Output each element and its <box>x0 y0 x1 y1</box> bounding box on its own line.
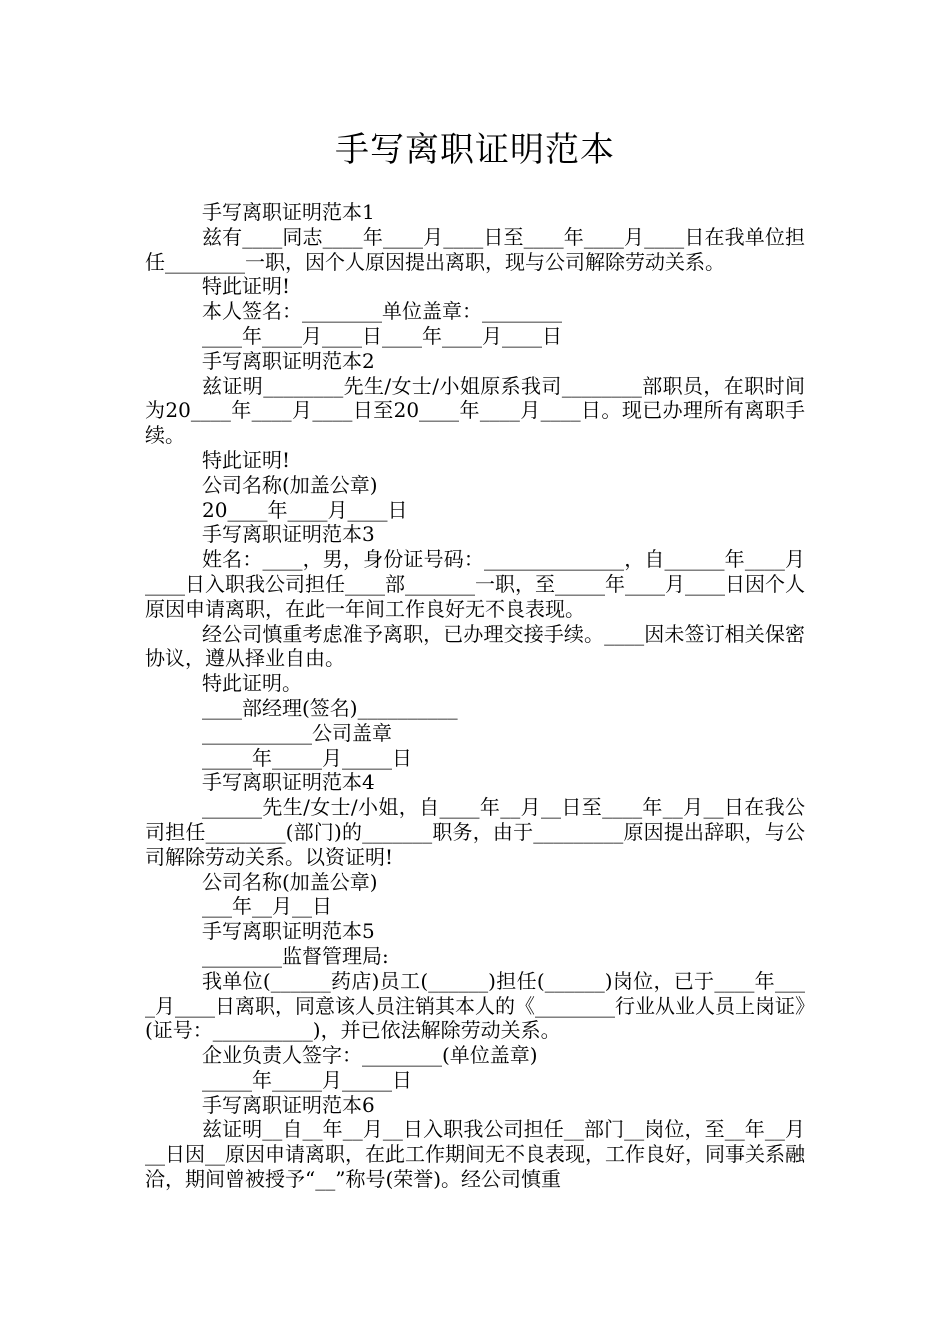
document-title: 手写离职证明范本 <box>335 130 615 170</box>
date-line: 20____年____月____日 <box>202 497 408 522</box>
date-line: _____年_____月_____日 <box>202 745 412 770</box>
section-heading-4: 手写离职证明范本4 <box>202 770 375 795</box>
document-page <box>145 128 805 1192</box>
company-name-line: 公司名称(加盖公章) <box>202 869 378 894</box>
company-name-line: 公司名称(加盖公章) <box>202 472 378 497</box>
section-heading-3: 手写离职证明范本3 <box>202 522 375 547</box>
section-heading-1: 手写离职证明范本1 <box>202 200 375 224</box>
seal-line: ___________公司盖章 <box>202 720 392 745</box>
paragraph: 我单位(______药店)员工(______)担任(______)岗位，已于____年____月____日离职，同意该人员注销其本人的《________行业从业人员上岗证》(证号：__________)，并已依法解除劳动关系。 <box>145 968 805 1043</box>
date-line: _____年_____月_____日 <box>202 1067 412 1092</box>
addressee-line: ________监督管理局: <box>202 943 389 968</box>
paragraph: 特此证明! <box>202 447 291 472</box>
paragraph: 兹证明__自__年__月__日入职我公司担任__部门__岗位，至__年__月__日因__原因申请离职，在此工作期间无不良表现，工作良好，同事关系融洽，期间曾被授予“__”称号(荣誉)。经公司慎重 <box>145 1117 805 1192</box>
date-line: ___年__月__日 <box>202 894 332 919</box>
section-heading-2: 手写离职证明范本2 <box>202 348 375 373</box>
paragraph: 兹证明________先生/女士/小姐原系我司________部职员，在职时间为20____年____月____日至20____年____月____日。现已办理所有离职手续。 <box>145 373 805 448</box>
signature-line: ____部经理(签名)__________ <box>202 695 458 720</box>
paragraph: 特此证明。 <box>202 671 302 696</box>
signature-line: 企业负责人签字：________(单位盖章) <box>202 1043 538 1068</box>
paragraph: 姓名：____，男，身份证号码：______________，自______年____月____日入职我公司担任____部_______一职，至_____年____月____日因个人原因申请离职，在此一年间工作良好无不良表现。 <box>145 547 805 621</box>
paragraph: 兹有____同志____年____月____日至____年____月____日在我单位担任________一职，因个人原因提出离职，现与公司解除劳动关系。 <box>145 224 805 274</box>
section-heading-5: 手写离职证明范本5 <box>202 919 375 944</box>
section-heading-6: 手写离职证明范本6 <box>202 1092 375 1117</box>
signature-line: 本人签名：________单位盖章：________ <box>202 299 562 324</box>
document-body <box>145 200 805 1192</box>
paragraph: ______先生/女士/小姐，自____年__月__日至____年__月__日在我公司担任________(部门)的_______职务，由于_________原因提出辞职，与公司解除劳动关系。以资证明! <box>145 795 805 869</box>
paragraph: 经公司慎重考虑准予离职，已办理交接手续。____因未签订相关保密协议，遵从择业自由。 <box>145 621 805 671</box>
paragraph: 特此证明! <box>202 274 291 299</box>
date-line: ____年____月____日____年____月____日 <box>202 323 562 348</box>
